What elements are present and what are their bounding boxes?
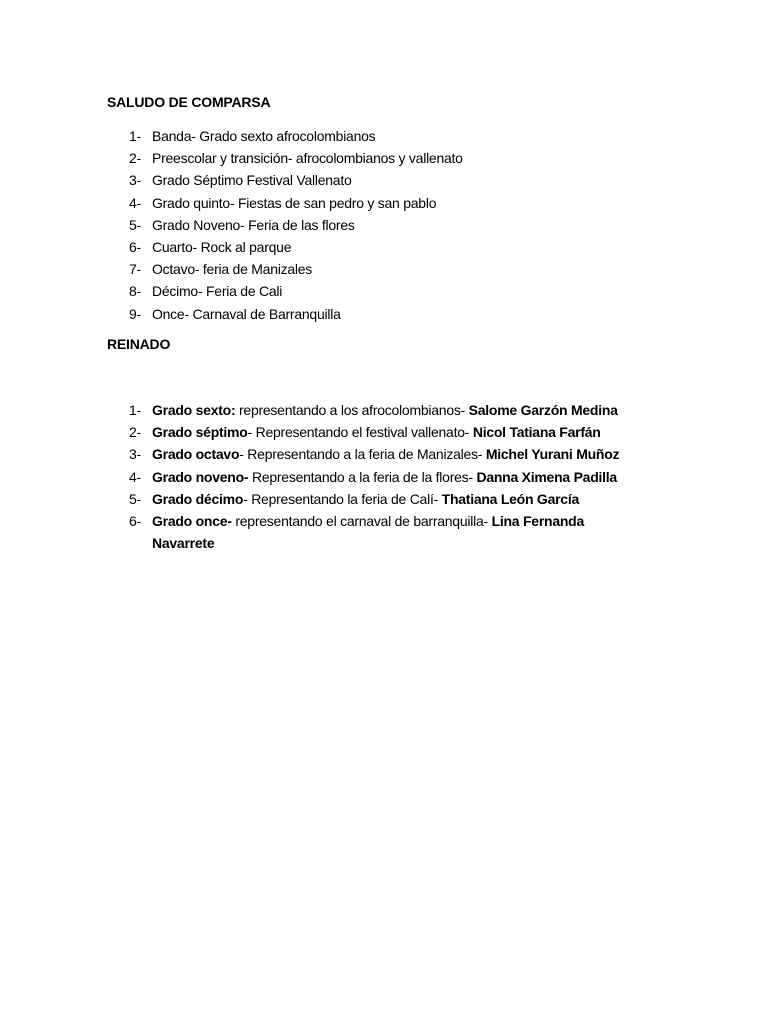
list-item-text: Octavo- feria de Manizales [152, 261, 313, 278]
grade-label: Grado décimo [152, 490, 244, 507]
list-item-text: Cuarto- Rock al parque [152, 238, 292, 255]
list-number: 5- [129, 490, 141, 507]
list-number: 2- [129, 150, 141, 167]
list-number: 6- [129, 238, 141, 255]
list-item-text [152, 399, 618, 421]
list-number: 2- [129, 424, 141, 441]
grade-label: Grado once- [152, 512, 232, 529]
list-number: 3- [129, 172, 141, 189]
list-number: 6- [129, 512, 141, 529]
list-item-text: Grado quinto- Fiestas de san pedro y san pablo [152, 194, 437, 211]
list-item-text: Preescolar y transición- afrocolombianos y vallenato [152, 150, 463, 167]
list-number: 8- [129, 283, 141, 300]
list-item-text: Banda- Grado sexto afrocolombianos [152, 128, 376, 144]
list-number: 1- [129, 402, 141, 418]
list-item-text: Grado Noveno- Feria de las flores [152, 216, 355, 233]
list-number: 7- [129, 261, 141, 278]
grade-label: Grado octavo [152, 446, 240, 463]
list-item-text [152, 510, 584, 554]
list-item-line [152, 510, 584, 532]
list-number: 3- [129, 446, 141, 463]
candidate-name: Thatiana León García [441, 490, 580, 507]
list-number: 5- [129, 216, 141, 233]
item-description: - Representando el festival vallenato- [247, 424, 473, 441]
candidate-name: Danna Ximena Padilla [476, 468, 617, 485]
section-heading-comparsa: SALUDO DE COMPARSA [107, 94, 271, 110]
candidate-name: Michel Yurani Muñoz [485, 446, 620, 463]
list-item-text: Décimo- Feria de Cali [152, 283, 283, 300]
list-number: 4- [129, 468, 141, 485]
item-description: Representando a la feria de la flores- [248, 468, 477, 485]
list-item-text [152, 488, 579, 510]
grade-label: Grado séptimo [152, 424, 248, 441]
list-item-text: Once- Carnaval de Barranquilla [152, 305, 341, 322]
grade-label: Grado noveno- [152, 468, 249, 485]
section-heading-reinado: REINADO [107, 336, 171, 352]
list-number: 9- [129, 305, 141, 322]
item-description: representando el carnaval de barranquilla- [231, 512, 492, 529]
candidate-name: Nicol Tatiana Farfán [472, 424, 601, 441]
list-number: 4- [129, 194, 141, 211]
candidate-name-continuation: Navarrete [152, 535, 215, 552]
item-description: - Representando la feria de Calí- [243, 490, 442, 507]
item-description: - Representando a la feria de Manizales- [239, 446, 486, 463]
list-number: 1- [129, 128, 141, 144]
list-item-text [152, 466, 617, 488]
item-description: representando a los afrocolombianos- [235, 402, 469, 418]
candidate-name: Salome Garzón Medina [468, 402, 618, 418]
list-item-text [152, 421, 601, 443]
list-item-text: Grado Séptimo Festival Vallenato [152, 172, 352, 189]
list-item-text [152, 443, 619, 465]
candidate-name: Lina Fernanda [491, 512, 584, 529]
grade-label: Grado sexto: [152, 402, 236, 418]
